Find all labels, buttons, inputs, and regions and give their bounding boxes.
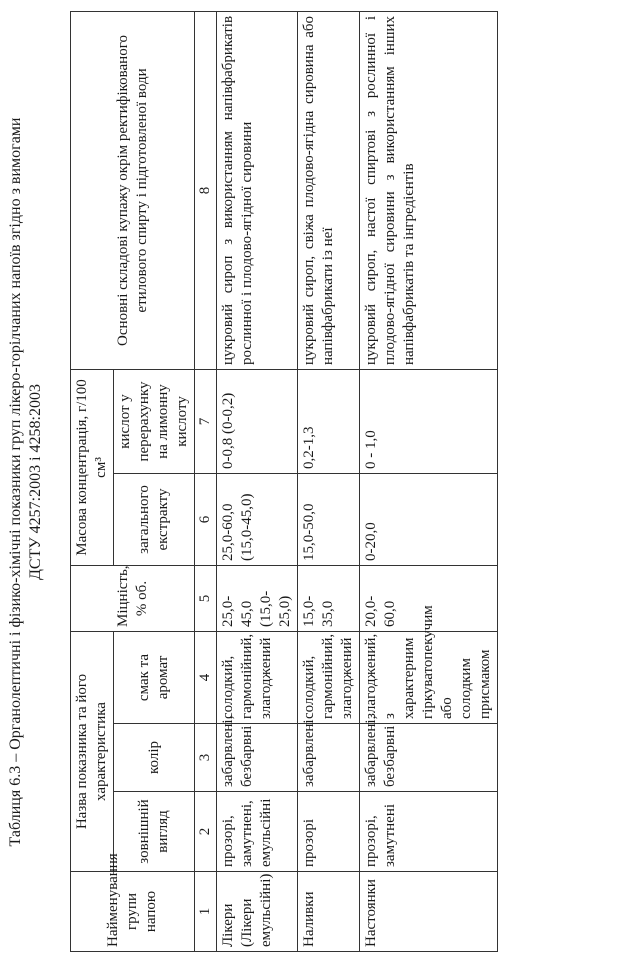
header-color: колір	[114, 724, 195, 792]
cell-acids: 0,2-1,3	[298, 369, 360, 473]
cell-acids: 0-0,8 (0-0,2)	[217, 369, 298, 473]
cell-extract: 15,0-50,0	[298, 473, 360, 565]
table-row-nalyvky	[298, 11, 360, 951]
cell-strength: 20,0-60,0	[360, 565, 498, 631]
cell-name: Настоянки	[360, 872, 498, 952]
header-extract: загального екстракту	[114, 473, 195, 565]
header-appearance: зовнішній вигляд	[114, 792, 195, 872]
cell-appearance: прозорі, замутнені	[360, 792, 498, 872]
header-taste: смак та аромат	[114, 631, 195, 723]
cell-color: забарвлені	[298, 724, 360, 792]
cell-components: цукровий сироп, свіжа плодово-ягідна сировина або напівфабрикати із неї	[298, 11, 360, 369]
column-number-row	[195, 11, 217, 951]
cell-name: Наливки	[298, 872, 360, 952]
header-strength: Міцність, % об.	[71, 565, 195, 631]
cell-strength: 25,0-45,0 (15,0-25,0)	[217, 565, 298, 631]
cell-appearance: прозорі, замутнені, емульсійні	[217, 792, 298, 872]
cell-components: цукровий сироп з використанням напівфабрикатів рослинної і плодово-ягідної сировини	[217, 11, 298, 369]
header-row-1	[71, 11, 114, 951]
cell-acids: 0 - 1,0	[360, 369, 498, 473]
header-mass: Масова концентрація, г/100 см³	[71, 369, 114, 565]
column-number: 1	[195, 872, 217, 952]
column-number: 7	[195, 369, 217, 473]
caption-line-1: Таблиця 6.3 – Органолептичні і фізико-хімічні показники груп лікеро-горілчаних напоїв згідно з вимогами	[7, 117, 24, 847]
cell-extract: 0-20,0	[360, 473, 498, 565]
column-number: 2	[195, 792, 217, 872]
header-indicator: Назва показника та його характеристика	[71, 631, 114, 871]
header-name: Найменування групи напою	[71, 872, 195, 952]
cell-appearance: прозорі	[298, 792, 360, 872]
indicators-table	[70, 11, 498, 952]
cell-name: Лікери (Лікери емульсійні)	[217, 872, 298, 952]
column-number: 5	[195, 565, 217, 631]
header-components: Основні складові купажу окрім ректифікованого етилового спирту і підготовленої води	[71, 11, 195, 369]
column-number: 3	[195, 724, 217, 792]
column-number: 6	[195, 473, 217, 565]
cell-taste: солодкий, гармонійний, злагоджений	[298, 631, 360, 723]
column-number: 8	[195, 11, 217, 369]
cell-strength: 15,0-35,0	[298, 565, 360, 631]
cell-components: цукровий сироп, настої спиртові з рослинної і плодово-ягідної сировини з використанням інших напівфабрикатів та інгредієнтів	[360, 11, 498, 369]
table-caption	[6, 0, 46, 964]
table-row-nastoyanky	[360, 11, 498, 951]
header-acids: кислот у перерахунку на лимонну кислоту	[114, 369, 195, 473]
cell-taste: злагоджений, з характерним гіркуватопекучим або солодким присмаком	[360, 631, 498, 723]
caption-line-2: ДСТУ 4257:2003 і 4258:2003	[27, 383, 44, 581]
cell-extract: 25,0-60,0 (15,0-45,0)	[217, 473, 298, 565]
column-number: 4	[195, 631, 217, 723]
cell-color: забарвлені, безбарвні	[360, 724, 498, 792]
cell-taste: солодкий, гармонійний, злагоджений	[217, 631, 298, 723]
cell-color: забарвлені, безбарвні	[217, 724, 298, 792]
table-row-liqueurs	[217, 11, 298, 951]
